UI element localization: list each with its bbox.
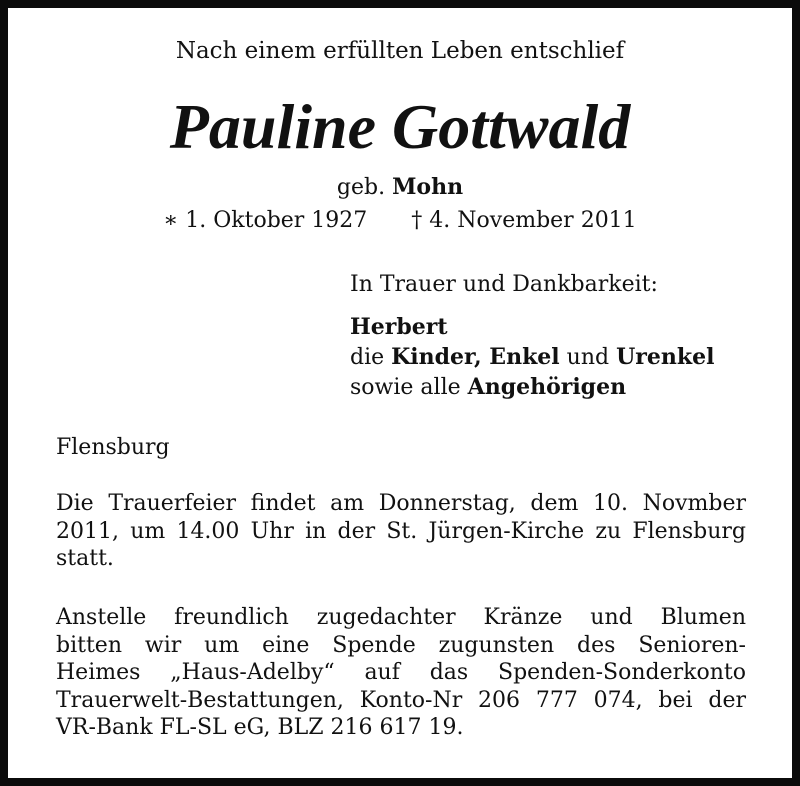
mourner-family [350, 344, 714, 370]
mourner-herbert: Herbert [350, 314, 448, 340]
mourner-kinder-enkel: Kinder, Enkel [391, 344, 560, 370]
funeral-info [56, 490, 746, 573]
mourner-angehoerige: Angehörigen [467, 374, 627, 400]
mourner-relatives [350, 374, 626, 400]
donation-row: Trauerwelt-Bestattungen, Konto-Nr 206 777 074, bei der [56, 687, 746, 713]
donation-row: VR-Bank FL-SL eG, BLZ 216 617 19. [56, 715, 464, 740]
mourner-und: und [566, 345, 610, 370]
mourner-sowie: sowie alle [350, 375, 461, 400]
mourner-die: die [350, 345, 385, 370]
place: Flensburg [56, 435, 170, 460]
intro-text: Nach einem erfüllten Leben entschlief [175, 38, 625, 64]
funeral-row: statt. [56, 546, 114, 571]
life-dates [8, 208, 792, 233]
donation-row: Heimes „Haus-Adelby“ auf das Spenden-Sonderkonto [56, 660, 746, 685]
donation-row: bitten wir um eine Spende zugunsten des Senioren- [56, 632, 746, 658]
deceased-name: Pauline Gottwald [169, 91, 631, 162]
mourners-heading: In Trauer und Dankbarkeit: [350, 272, 658, 297]
donation-info [56, 604, 746, 742]
maiden-prefix: geb. [336, 175, 386, 200]
donation-row: Anstelle freundlich zugedachter Kränze und Blumen [56, 605, 746, 630]
death-date: † 4. November 2011 [411, 208, 637, 233]
birth-date: ∗ 1. Oktober 1927 [163, 208, 368, 233]
mourner-urenkel: Urenkel [616, 344, 715, 370]
maiden-surname: Mohn [392, 174, 464, 200]
maiden-name [8, 174, 792, 200]
funeral-row: 2011, um 14.00 Uhr in der St. Jürgen-Kirche zu Flensburg [56, 518, 746, 544]
funeral-row: Die Trauerfeier findet am Donnerstag, dem 10. Novmber [56, 491, 746, 516]
